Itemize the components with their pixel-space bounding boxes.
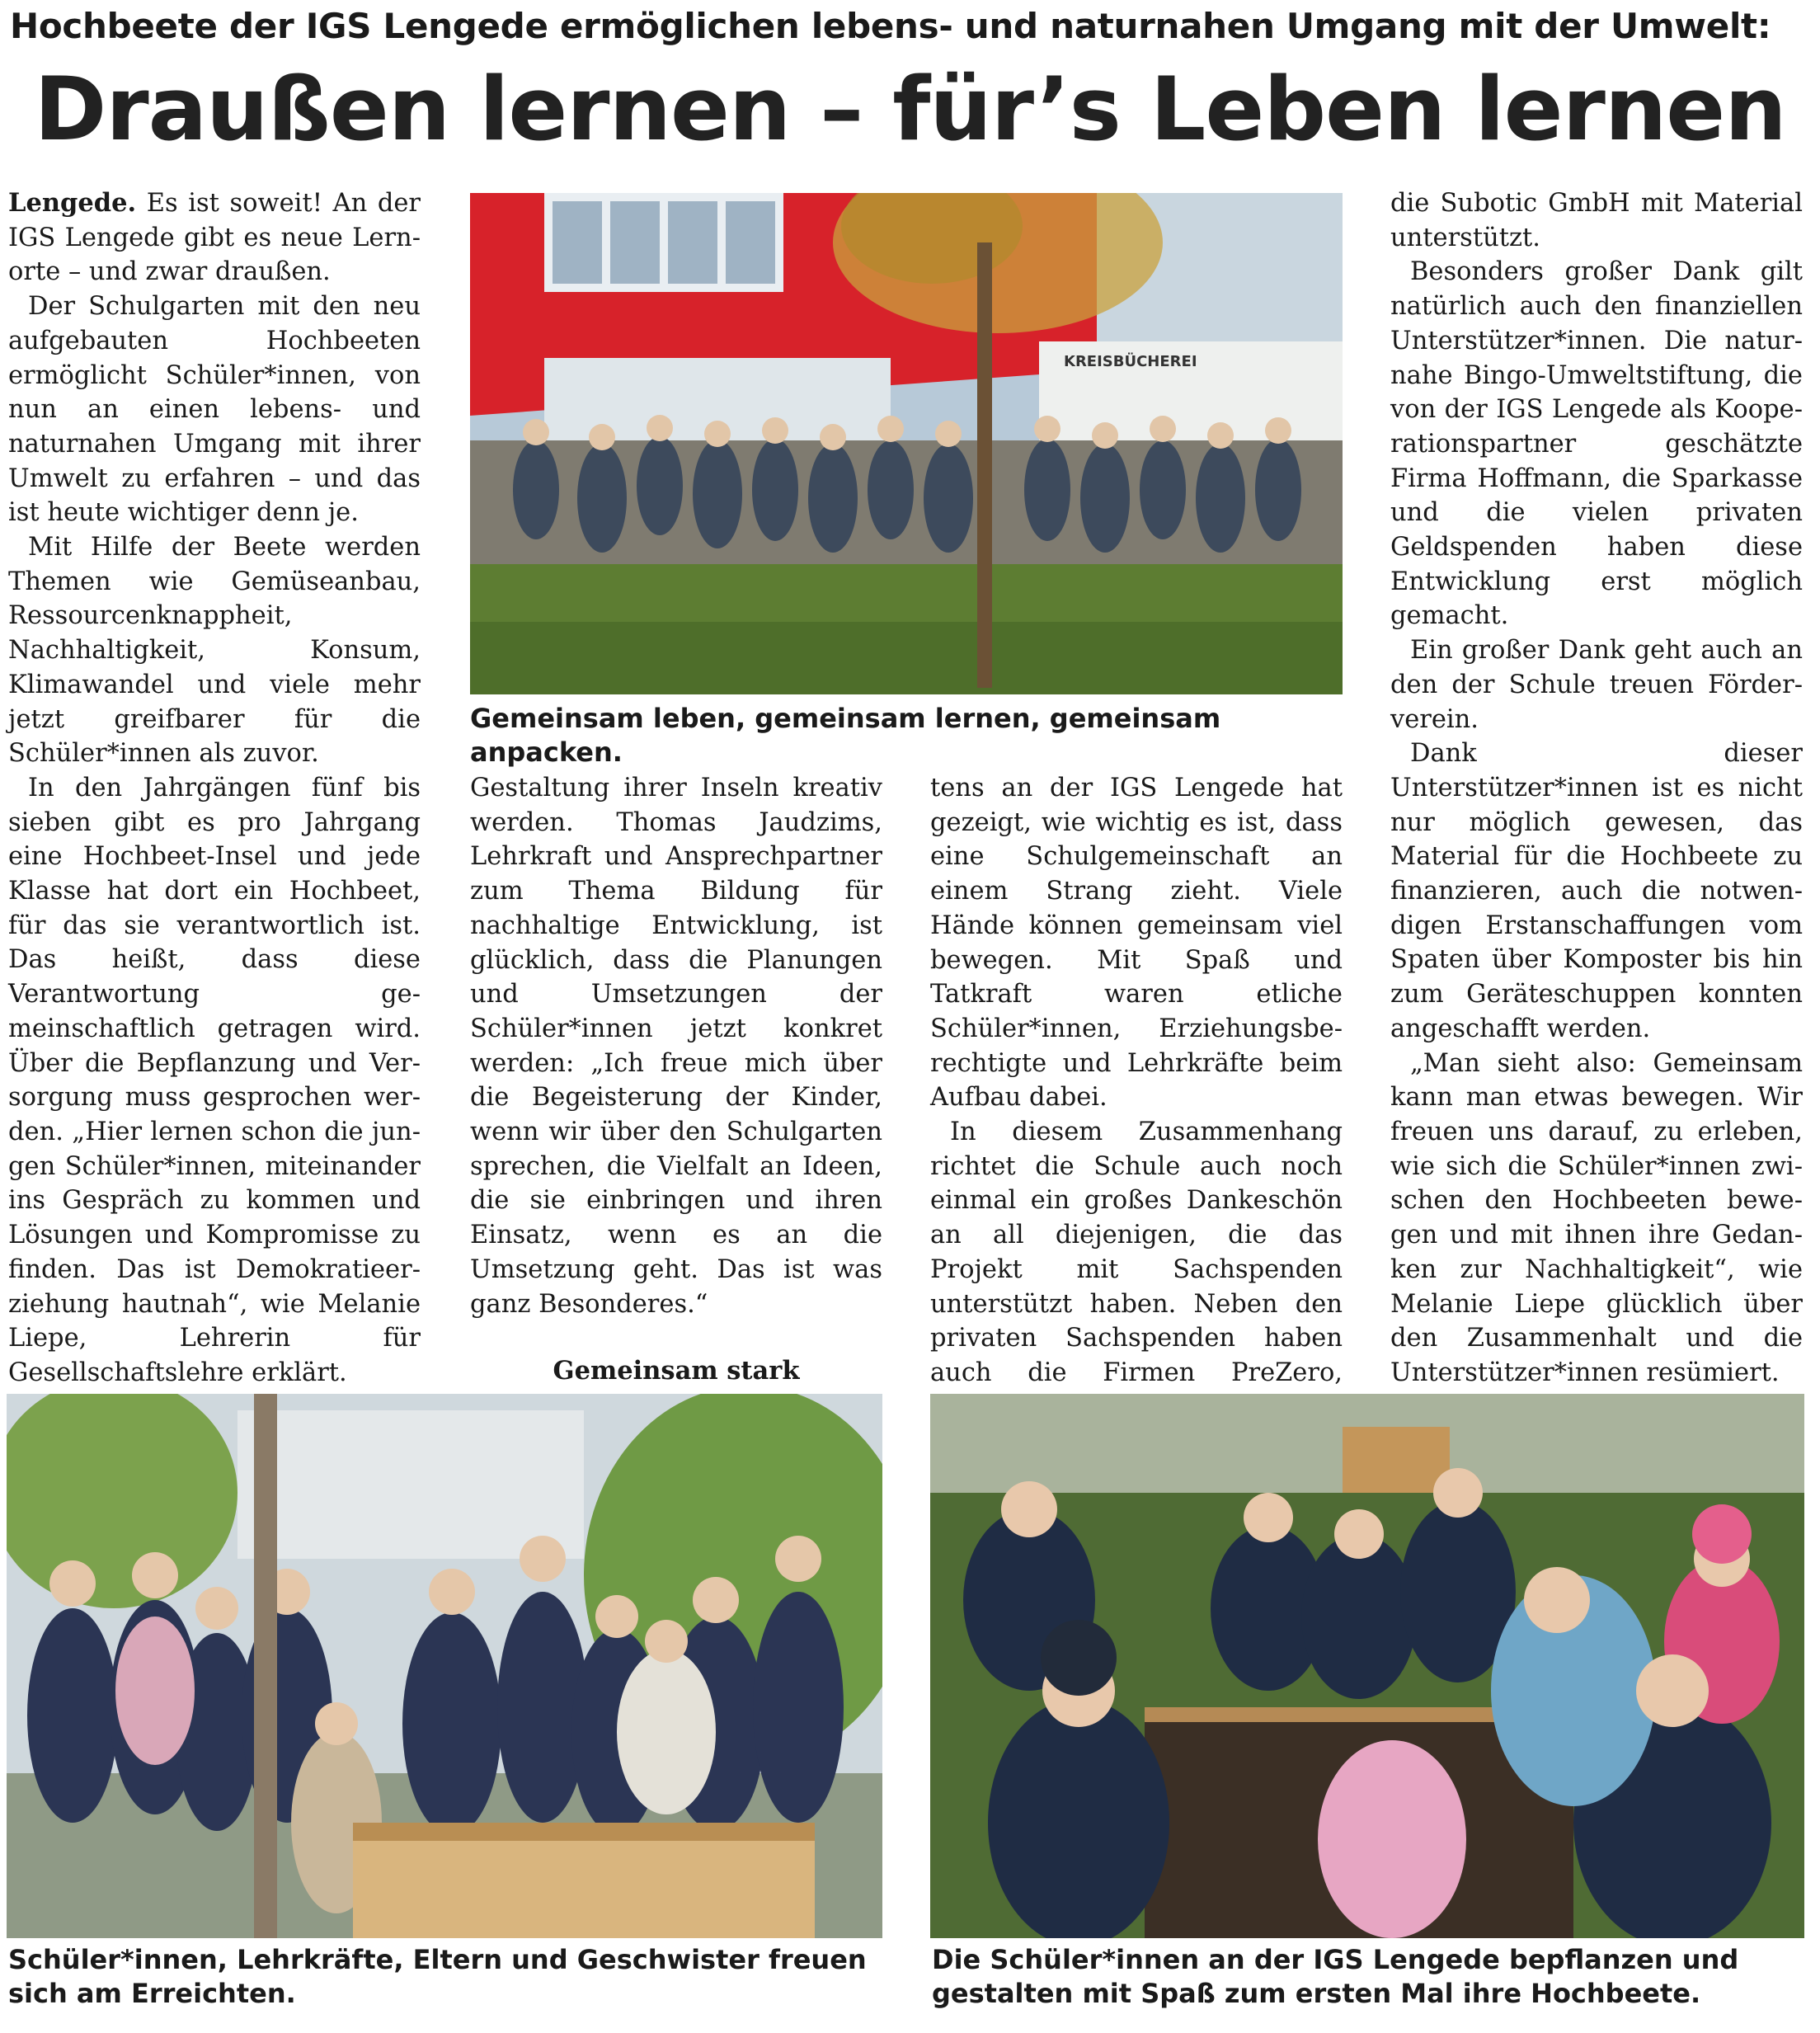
text-column-1 bbox=[8, 186, 421, 1459]
subheading: Gemeinsam stark bbox=[553, 1356, 800, 1386]
paragraph: Besonders großer Dank gilt natürlich auch den finanziellen Unterstützer*innen. Die naturnahe Bingo-Umweltstiftung, die von der IGS Lengede als Kooperationspartner geschätzte Firma Hoffmann, die Sparkasse und die vielen privaten Geldspenden haben diese Entwicklung erst möglich gemacht. bbox=[1390, 257, 1803, 631]
paragraph: In diesem Zusammenhang richtet die Schule auch noch einmal ein großes Dankeschön an all diejenigen, die das Projekt mit Sachspenden unterstützt haben. Neben den privaten Sachspenden haben auch die Firmen PreZero, bbox=[930, 1118, 1343, 1387]
paragraph-text: Es ist soweit! An der IGS Lengede gibt es neue Lernorte – und zwar draußen. bbox=[8, 189, 421, 287]
paragraph: Ein großer Dank geht auch an den der Schule treuen Förderverein. bbox=[1390, 636, 1803, 734]
paragraph: In den Jahrgängen fünf bis sieben gibt es pro Jahrgang eine Hochbeet-Insel und jede Klasse hat dort ein Hochbeet, für das sie verantwortlich ist. Das heißt, dass diese Verantwortung gemeinschaftlich getragen wird. Über die Bepflanzung und Versorgung muss gesprochen werden. „Hier lernen schon die jungen Schüler*innen, miteinander ins Gespräch zu kommen und Lösungen und Kompromisse zu finden. Das ist Demokratieerziehung hautnah“, wie Melanie Liepe, Lehrerin für Gesellschaftslehre erklärt. bbox=[8, 773, 421, 1387]
paragraph: Gestaltung ihrer Inseln kreativ werden. Thomas Jaudzims, Lehrkraft und Ansprechpartner zum Thema Bildung für nachhaltige Entwicklung, ist glücklich, dass die Planungen und Umsetzungen der Schüler*innen jetzt konkret werden: „Ich freue mich über die Begeisterung der Kinder, wenn wir über den Schulgarten sprechen, die Vielfalt an Ideen, die sie einbringen und ihren Einsatz, wenn es an die Umsetzung geht. Das ist was ganz Besonderes.“ bbox=[470, 774, 882, 1319]
paragraph: Mit Hilfe der Beete werden Themen wie Gemüseanbau, Ressourcenknappheit, Nachhaltigkeit, Konsum, Klimawandel und viele mehr jetzt greifbarer für die Schüler*innen als zuvor. bbox=[8, 533, 421, 769]
photo-caption-bottom-right: Die Schüler*innen an der IGS Lengede bepflanzen und gestalten mit Spaß zum ersten Mal ihre Hochbeete. bbox=[932, 1944, 1739, 2009]
photo-group-raised-beds bbox=[7, 1394, 882, 1938]
photo-planting-beds bbox=[930, 1394, 1804, 1938]
paragraph: tens an der IGS Lengede hat gezeigt, wie wichtig es ist, dass eine Schulgemeinschaft an einem Strang zieht. Viele Hände können gemeinsam viel bewegen. Mit Spaß und Tatkraft waren etliche Schüler*innen, Erziehungsberechtigte und Lehrkräfte beim Aufbau dabei. bbox=[930, 774, 1343, 1113]
photo-caption-bottom-left: Schüler*innen, Lehrkräfte, Eltern und Geschwister freuen sich am Erreichten. bbox=[8, 1944, 867, 2009]
library-sign: KREISBÜCHEREI bbox=[1064, 353, 1197, 370]
paragraph: Der Schulgarten mit den neu aufgebauten Hochbeeten ermöglicht Schüler*innen, von nun an einen lebens- und naturnahen Umgang mit ihrer Umwelt zu erfahren – und das ist heute wichtiger denn je. bbox=[8, 292, 421, 528]
text-column-3 bbox=[930, 771, 1343, 1424]
photo-caption-top: Gemeinsam leben, gemeinsam lernen, gemeinsam anpacken. bbox=[470, 703, 1221, 768]
text-column-4 bbox=[1390, 186, 1803, 1424]
article-kicker: Hochbeete der IGS Lengede ermöglichen lebens- und naturnahen Umgang mit der Umwelt: bbox=[10, 6, 1771, 46]
dateline: Lengede. bbox=[8, 188, 137, 218]
article-headline: Draußen lernen – für’s Leben lernen bbox=[34, 59, 1786, 160]
paragraph: „Man sieht also: Gemeinsam kann man etwas bewegen. Wir freuen uns darauf, zu erleben, wie sich die Schüler*innen zwischen den Hochbeeten bewegen und mit ihnen ihre Gedanken zur Nachhaltigkeit“, wie Melanie Liepe glücklich über den Zusammenhalt und die Unterstützer*innen resümiert. bbox=[1390, 1048, 1803, 1387]
paragraph: Dank dieser Unterstützer*innen ist es nicht nur möglich gewesen, das Material für die Hochbeete zu finanzieren, auch die notwendigen Erstanschaffungen vom Spaten über Komposter bis hin zum Geräteschuppen konnten angeschafft werden. bbox=[1390, 739, 1803, 1043]
text-column-2 bbox=[470, 771, 882, 1424]
paragraph: die Subotic GmbH mit Material unterstützt. bbox=[1390, 189, 1803, 252]
photo-group-schoolyard bbox=[470, 193, 1343, 694]
paragraph bbox=[8, 186, 421, 289]
